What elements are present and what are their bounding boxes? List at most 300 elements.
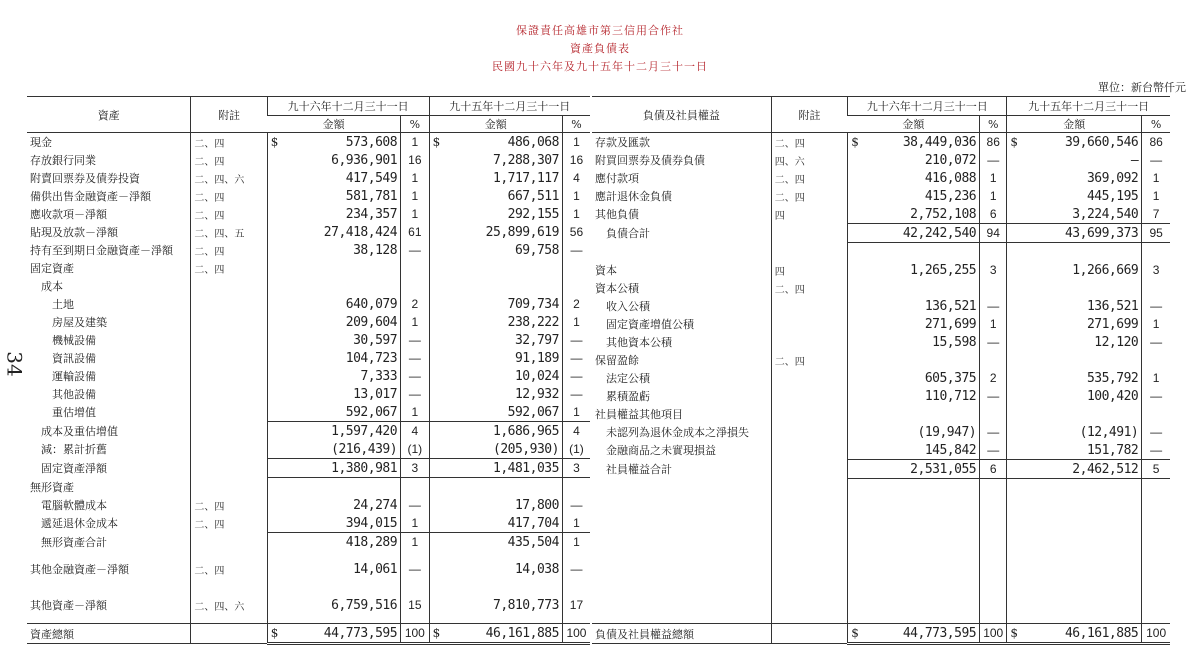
liab-note: 四、六 [771, 151, 848, 169]
asset-amount-95: (205,930) [445, 440, 562, 459]
liab-pct-95 [1142, 351, 1170, 369]
liab-dollar-95: $ [1007, 133, 1023, 152]
asset-note: 二、四 [191, 259, 267, 277]
asset-item-label: 其他資產－淨額 [30, 599, 107, 612]
asset-pct-96 [401, 478, 430, 497]
asset-note [191, 624, 267, 644]
liab-amount-96: 44,773,595 [864, 624, 980, 644]
liab-row [592, 187, 1170, 205]
asset-note [191, 367, 267, 385]
liab-row [592, 405, 1170, 423]
asset-note: 二、四、五 [191, 223, 267, 241]
liab-pct-96 [980, 497, 1007, 515]
liab-item-label: 固定資產增值公積 [595, 318, 694, 331]
asset-item-label: 其他設備 [30, 388, 96, 401]
liab-amount-96 [864, 497, 980, 515]
asset-amount-95: 14,038 [514, 561, 559, 577]
asset-amount-96: 209,604 [345, 314, 398, 330]
liab-dollar-96 [848, 315, 864, 333]
asset-dollar-96: $ [267, 133, 283, 152]
asset-pct-96: — [401, 367, 430, 385]
asset-dollar-95 [429, 459, 445, 478]
asset-dollar-96 [267, 187, 283, 205]
asset-dollar-96 [267, 277, 283, 295]
asset-amount-96: 418,289 [345, 534, 398, 550]
liab-dollar-95 [1007, 369, 1023, 387]
asset-dollar-96 [267, 385, 283, 403]
statement-title: 資產負債表 [570, 42, 630, 55]
asset-dollar-96 [267, 295, 283, 313]
liab-dollar-96 [848, 587, 864, 624]
asset-amount-96 [284, 259, 401, 277]
asset-note: 二、四 [191, 133, 267, 152]
liab-row [592, 169, 1170, 187]
liab-dollar-96 [848, 333, 864, 351]
liab-note [771, 624, 848, 644]
liab-note [771, 369, 848, 387]
liab-year95-header: 九十五年十二月三十一日 [1007, 97, 1170, 116]
asset-amount-96: 417,549 [345, 170, 398, 186]
liab-pct-95: — [1142, 441, 1170, 460]
asset-pct-96: 2 [401, 295, 430, 313]
asset-note: 二、四 [191, 514, 267, 533]
liab-dollar-96 [848, 460, 864, 479]
liab-pct-96 [980, 243, 1007, 262]
liab-amount96-header: 金額 [848, 116, 980, 133]
liab-dollar-95 [1007, 441, 1023, 460]
asset-pct-95 [562, 277, 590, 295]
liab-amount-96 [864, 587, 980, 624]
asset-pct-96: 1 [401, 169, 430, 187]
asset-row [27, 514, 590, 533]
liab-dollar-95 [1007, 551, 1023, 587]
asset-row [27, 624, 590, 644]
liab-pct-95: 95 [1142, 224, 1170, 243]
asset-row [27, 478, 590, 497]
liab-amount-95: 3,224,540 [1023, 205, 1142, 224]
liab-row [592, 243, 1170, 262]
asset-dollar-95 [429, 295, 445, 313]
liab-dollar-96 [848, 515, 864, 533]
asset-amount-95: 1,717,117 [493, 170, 559, 186]
asset-amount-95: 32,797 [514, 332, 559, 348]
liab-pct-96: 1 [980, 187, 1007, 205]
liab-row [592, 624, 1170, 644]
liab-item-label: 存款及匯款 [595, 136, 650, 149]
liab-amount-95 [1023, 515, 1142, 533]
asset-dollar-95 [429, 478, 445, 497]
asset-note [191, 277, 267, 295]
asset-amount-95: 25,899,619 [485, 224, 559, 240]
liab-amount-96: 1,265,255 [910, 262, 977, 278]
asset-row [27, 496, 590, 514]
asset-amount-96: 1,380,981 [284, 459, 401, 478]
liab-pct95-header: % [1142, 116, 1170, 133]
asset-pct-95: 1 [562, 533, 590, 552]
asset-note: 二、四 [191, 496, 267, 514]
liab-row [592, 224, 1170, 243]
asset-item-label: 土地 [30, 298, 74, 311]
liab-pct-96: — [980, 297, 1007, 315]
liab-dollar-95 [1007, 460, 1023, 479]
liab-row [592, 133, 1170, 152]
asset-amount-95: 435,504 [507, 534, 559, 550]
liab-row [592, 151, 1170, 169]
asset-amount-95: 1,686,965 [493, 423, 559, 439]
liab-note: 四 [771, 205, 848, 224]
asset-pct-96: 61 [401, 223, 430, 241]
asset-item-label: 無形資產合計 [30, 535, 107, 549]
liab-pct-95 [1142, 243, 1170, 262]
liab-year96-header: 九十六年十二月三十一日 [848, 97, 1007, 116]
asset-row [27, 587, 590, 624]
asset-dollar-96 [267, 331, 283, 349]
liab-amount-96 [864, 243, 980, 262]
liab-amount-95: 136,521 [1086, 298, 1139, 314]
liab-pct-96 [980, 515, 1007, 533]
liab-row [592, 533, 1170, 551]
assets-table [27, 96, 590, 645]
liab-dollar-96: $ [848, 133, 864, 152]
asset-dollar-95 [429, 187, 445, 205]
asset-note [191, 295, 267, 313]
asset-pct-96: 1 [401, 133, 430, 152]
liab-row [592, 587, 1170, 624]
asset-item-label: 附賣回票券及債券投資 [30, 172, 140, 185]
liab-dollar-95 [1007, 333, 1023, 351]
asset-pct-96: 1 [401, 205, 430, 223]
asset-pct-95: 56 [562, 223, 590, 241]
asset-pct95-header: % [562, 116, 590, 133]
asset-item-label: 運輸設備 [30, 370, 96, 383]
liab-row [592, 279, 1170, 297]
asset-pct-95: — [562, 241, 590, 259]
liab-row [592, 333, 1170, 351]
asset-amount-95: 1,481,035 [445, 459, 562, 478]
liab-pct-95 [1142, 533, 1170, 551]
asset-row [27, 440, 590, 459]
liab-item-label: 法定公積 [595, 372, 650, 385]
liab-item-label: 收入公積 [595, 300, 650, 313]
liab-pct-96 [980, 405, 1007, 423]
asset-row [27, 533, 590, 552]
liab-amount-95: 1,266,669 [1072, 262, 1139, 278]
asset-pct-95: — [562, 551, 590, 587]
liab-item-label [592, 497, 771, 515]
liab-pct-96: 1 [980, 169, 1007, 187]
liab-note [771, 224, 848, 243]
liab-item-label [592, 551, 771, 587]
liab-row [592, 351, 1170, 369]
liab-item-label: 社員權益其他項目 [595, 408, 683, 421]
liabilities-equity-table [592, 96, 1170, 645]
asset-pct-96: — [401, 496, 430, 514]
asset-pct-95: 100 [562, 624, 590, 644]
asset-pct-96: — [401, 349, 430, 367]
liab-amount-96: 416,088 [924, 170, 977, 186]
asset-amount-96 [284, 277, 401, 295]
asset-dollar-95 [429, 422, 445, 441]
liab-amount-95: — [1130, 152, 1139, 168]
asset-row [27, 295, 590, 313]
liab-item-label: 未認列為退休金成本之淨損失 [595, 426, 749, 439]
asset-item-header: 資產 [27, 97, 191, 133]
liab-pct-95: — [1142, 423, 1170, 441]
asset-item-label: 重估增值 [30, 406, 96, 420]
liab-dollar-95 [1007, 187, 1023, 205]
asset-amount-95: 667,511 [507, 188, 559, 204]
asset-amount-96: 14,061 [353, 561, 398, 577]
liab-dollar-96 [848, 205, 864, 224]
asset-amount-96: 640,079 [345, 296, 398, 312]
asset-pct-95: 1 [562, 205, 590, 223]
liab-item-label: 應計退休金負債 [595, 190, 672, 203]
asset-pct-96: 1 [401, 187, 430, 205]
asset-pct-96: — [401, 551, 430, 587]
asset-amount-95: 17,800 [514, 497, 559, 513]
liab-pct-95: — [1142, 297, 1170, 315]
asset-pct-96: 1 [401, 313, 430, 331]
asset-dollar-95 [429, 241, 445, 259]
liab-pct-96 [980, 533, 1007, 551]
asset-row [27, 551, 590, 587]
asset-pct-95: 4 [562, 169, 590, 187]
asset-amount-95 [445, 259, 562, 277]
liab-amount-95: 46,161,885 [1023, 624, 1142, 644]
liab-pct-95 [1142, 515, 1170, 533]
asset-pct-95 [562, 259, 590, 277]
asset-note [191, 459, 267, 478]
liab-amount-96: 605,375 [924, 370, 977, 386]
asset-note: 二、四、六 [191, 587, 267, 624]
asset-dollar-95 [429, 349, 445, 367]
liab-dollar-95 [1007, 587, 1023, 624]
asset-dollar-95 [429, 385, 445, 403]
liab-dollar-96 [848, 279, 864, 297]
asset-row [27, 277, 590, 295]
asset-dollar-96 [267, 440, 283, 459]
liab-row [592, 369, 1170, 387]
liab-row [592, 205, 1170, 224]
asset-amount-95: 7,810,773 [493, 597, 559, 613]
liab-dollar-96 [848, 533, 864, 551]
liab-note: 二、四 [771, 187, 848, 205]
asset-note-header: 附註 [191, 97, 267, 133]
liab-pct-96: 6 [980, 205, 1007, 224]
liab-amount-96: 42,242,540 [864, 224, 980, 243]
asset-note: 二、四 [191, 205, 267, 223]
asset-item-label: 應收款項－淨額 [30, 208, 107, 221]
asset-dollar-96 [267, 223, 283, 241]
asset-amount-95: 417,704 [445, 514, 562, 533]
liab-note [771, 441, 848, 460]
asset-row [27, 349, 590, 367]
asset-pct-96: — [401, 331, 430, 349]
liab-pct-96 [980, 587, 1007, 624]
asset-dollar-96 [267, 313, 283, 331]
asset-dollar-95: $ [429, 624, 445, 644]
currency-unit: 單位：新台幣仟元 [1098, 81, 1186, 94]
liab-dollar-95 [1007, 423, 1023, 441]
asset-row [27, 205, 590, 223]
liab-dollar-95 [1007, 224, 1023, 243]
asset-pct-96: 1 [401, 533, 430, 552]
asset-note [191, 478, 267, 497]
liab-dollar-96 [848, 243, 864, 262]
liab-dollar-95 [1007, 387, 1023, 405]
liab-item-label: 其他資本公積 [595, 336, 672, 349]
liab-pct-95: 5 [1142, 460, 1170, 479]
liab-amount-96: 415,236 [924, 188, 977, 204]
liab-item-label: 保留盈餘 [595, 354, 639, 367]
liab-dollar-96 [848, 261, 864, 279]
asset-item-label: 電腦軟體成本 [30, 499, 107, 512]
asset-dollar-96 [267, 349, 283, 367]
asset-amount-96: 1,597,420 [331, 423, 398, 439]
liab-note: 二、四 [771, 351, 848, 369]
liab-item-label [592, 515, 771, 533]
asset-dollar-96 [267, 151, 283, 169]
liab-dollar-96 [848, 369, 864, 387]
liab-pct-95: — [1142, 151, 1170, 169]
asset-header-row [27, 97, 590, 116]
liab-pct-95 [1142, 551, 1170, 587]
asset-pct-96: 15 [401, 587, 430, 624]
asset-amount-96 [284, 478, 401, 497]
asset-item-label: 成本 [30, 280, 63, 293]
asset-dollar-96 [267, 422, 283, 441]
asset-pct-96: (1) [401, 440, 430, 459]
statement-period: 民國九十六年及九十五年十二月三十一日 [492, 60, 708, 73]
asset-row [27, 313, 590, 331]
liab-note [771, 497, 848, 515]
asset-note [191, 313, 267, 331]
liab-amount95-header: 金額 [1007, 116, 1142, 133]
asset-dollar-96 [267, 514, 283, 533]
asset-item-label: 房屋及建築 [30, 316, 107, 329]
liab-note [771, 297, 848, 315]
liab-dollar-96 [848, 497, 864, 515]
asset-item-label: 其他金融資產－淨額 [30, 563, 129, 576]
liab-pct-96: — [980, 387, 1007, 405]
liab-row [592, 297, 1170, 315]
liab-note [771, 551, 848, 587]
asset-row [27, 403, 590, 422]
liab-dollar-96 [848, 224, 864, 243]
asset-pct-95: — [562, 349, 590, 367]
asset-note [191, 533, 267, 552]
asset-item-label: 無形資產 [30, 480, 74, 494]
liab-amount-95 [1023, 351, 1142, 369]
liab-note [771, 533, 848, 551]
liab-row [592, 497, 1170, 515]
asset-dollar-95 [429, 277, 445, 295]
liab-dollar-95 [1007, 405, 1023, 423]
liab-row [592, 387, 1170, 405]
liab-dollar-95 [1007, 479, 1023, 498]
asset-note: 二、四 [191, 151, 267, 169]
liab-dollar-96 [848, 187, 864, 205]
asset-pct-96: — [401, 385, 430, 403]
liab-row [592, 315, 1170, 333]
asset-pct-95: — [562, 385, 590, 403]
asset-note: 二、四 [191, 551, 267, 587]
asset-item-label: 減：累計折舊 [30, 443, 107, 457]
asset-dollar-95 [429, 514, 445, 533]
liab-pct-96: — [980, 151, 1007, 169]
asset-amount-95 [445, 478, 562, 497]
liab-amount-96 [864, 351, 980, 369]
asset-row [27, 169, 590, 187]
asset-amount-95: 486,068 [507, 134, 559, 150]
liab-note: 二、四 [771, 279, 848, 297]
liab-pct-96 [980, 479, 1007, 498]
asset-dollar-95: $ [429, 133, 445, 152]
liab-item-label: 負債及社員權益總額 [592, 624, 771, 644]
liab-amount-96 [864, 479, 980, 498]
asset-amount-95: 91,189 [514, 350, 559, 366]
liab-dollar-95 [1007, 205, 1023, 224]
asset-amount-96: 394,015 [284, 514, 401, 533]
liab-pct96-header: % [980, 116, 1007, 133]
liab-note [771, 243, 848, 262]
asset-row [27, 385, 590, 403]
liab-amount-96: (19,947) [917, 424, 977, 440]
liab-amount-96 [864, 551, 980, 587]
liab-amount-95: 2,462,512 [1023, 460, 1142, 479]
asset-item-label: 固定資產淨額 [30, 462, 107, 475]
liab-dollar-95 [1007, 261, 1023, 279]
liab-dollar-96 [848, 479, 864, 498]
asset-pct-96 [401, 259, 430, 277]
asset-note: 二、四、六 [191, 169, 267, 187]
liab-amount-95: 39,660,546 [1064, 134, 1139, 150]
liab-pct-95: 1 [1142, 169, 1170, 187]
liab-row [592, 551, 1170, 587]
asset-note: 二、四 [191, 241, 267, 259]
asset-pct-95: 1 [562, 403, 590, 422]
liab-item-label [592, 479, 771, 498]
liab-pct-95: 86 [1142, 133, 1170, 152]
asset-amount-96: 6,936,901 [331, 152, 398, 168]
asset-amount-95: 46,161,885 [445, 624, 562, 644]
asset-dollar-96 [267, 205, 283, 223]
liab-pct-96: — [980, 423, 1007, 441]
liab-amount-95 [1023, 243, 1142, 262]
asset-amount-95: 69,758 [514, 242, 559, 258]
asset-note [191, 440, 267, 459]
liab-dollar-96 [848, 405, 864, 423]
liab-note [771, 333, 848, 351]
liab-pct-95: 1 [1142, 315, 1170, 333]
asset-dollar-96: $ [267, 624, 283, 644]
liab-row [592, 423, 1170, 441]
asset-amount-96: 24,274 [353, 497, 398, 513]
asset-row [27, 331, 590, 349]
liab-amount-95: 271,699 [1086, 316, 1139, 332]
liab-pct-95: 7 [1142, 205, 1170, 224]
asset-dollar-95 [429, 587, 445, 624]
asset-amount-96: 573,608 [345, 134, 398, 150]
liab-amount-95: 12,120 [1094, 334, 1139, 350]
asset-year95-header: 九十五年十二月三十一日 [429, 97, 590, 116]
liab-pct-95 [1142, 479, 1170, 498]
asset-dollar-96 [267, 496, 283, 514]
liab-amount-95: 43,699,373 [1023, 224, 1142, 243]
liab-pct-96 [980, 551, 1007, 587]
asset-row [27, 187, 590, 205]
asset-amount-95 [445, 277, 562, 295]
